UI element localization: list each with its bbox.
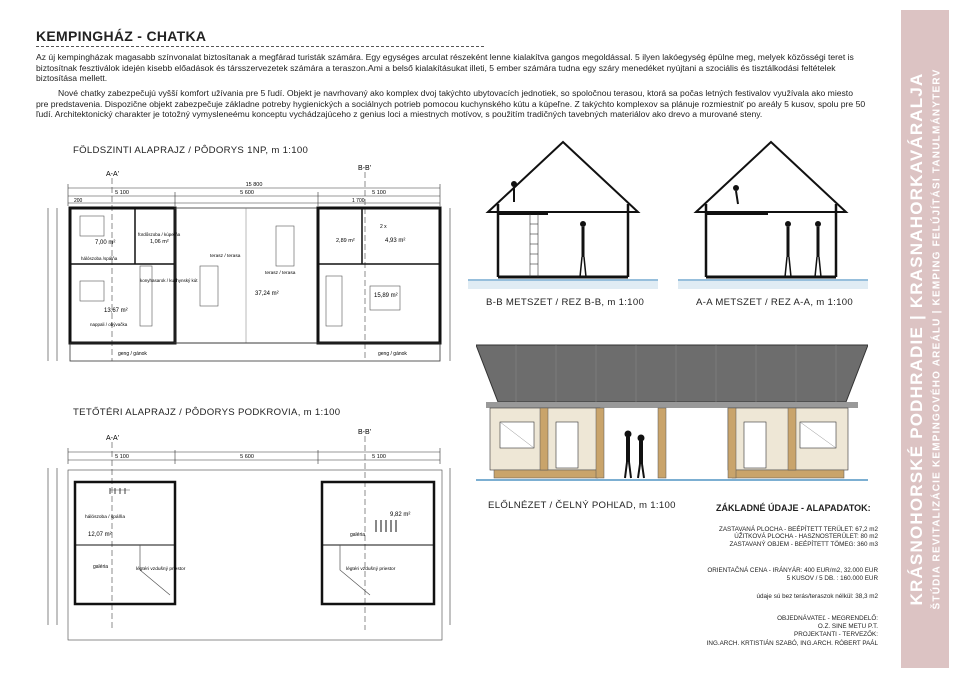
summary-heading: ZÁKLADNÉ ÚDAJE - ALAPADATOK: xyxy=(716,503,871,513)
attic-right-void: légtéri vzdušný priestor xyxy=(346,567,396,572)
room-bath-left-label: fürdőszoba / kúpeľňa xyxy=(138,232,181,237)
section-bb-drawing xyxy=(468,132,658,302)
attic-right-area: 9,82 m² xyxy=(390,512,411,518)
attic-dim-right: 5 100 xyxy=(372,454,386,460)
summary-client: O.Z. SINE METU P.T. xyxy=(817,623,878,630)
summary-designers: ING.ARCH. KRTISTIÁN SZABÓ, ING.ARCH. RÓBERT PAÁL xyxy=(706,640,878,647)
sidebar-location-title: KRÁSNOHORSKÉ PODHRADIE | KRASNAHORKAVÁRALJA xyxy=(907,72,926,606)
attic-plan-caption: TETŐTÉRI ALAPRAJZ / PÔDORYS PODKROVIA, m 1:100 xyxy=(73,407,341,418)
room-right-bath-area: 2,89 m² xyxy=(336,238,355,244)
room-left-area: 7,00 m² xyxy=(95,240,116,246)
room-bath-left-area: 1,06 m² xyxy=(150,239,169,245)
description-hungarian: Az új kempingházak magasabb színvonalat biztosítanak a megfárad turisták számára. Egy egységes arculat részeként lenne kialakítva gangos megoldással. 5 ilyen lakóegység épülne meg, melyek közösségi teret is biztosítnak fesztiválok idején kisebb előadások és társszervezetek számára a teraszon.Ami a belső kialakításukat illeti, 5 ember számára tudna egy száry menedéket nyújtani a szociális és tisztálkodási feltételek biztosítása mellett. xyxy=(36,52,854,84)
room-living-left-label: nappali / obývačka xyxy=(90,322,128,327)
summary-usable-area: ÚŽITKOVÁ PLOCHA - HASZNOSTERÜLET: 80 m2 xyxy=(734,533,878,540)
dim-total-text: 15 800 xyxy=(245,182,263,188)
page-title: KEMPINGHÁZ - CHATKA xyxy=(36,28,207,44)
dim-200-text: 200 xyxy=(74,198,83,204)
description-slovak: Nové chatky zabezpečujú vyšší komfort užívania pre 5 ľudí. Objekt je navrhovaný ako komplex dvoj takýchto ubytovacích jednotiek, so spoločnou terasou, ktorá sa počas letných festivalov využívala ako miesto pre predstavenia. Dispozične objekt zabezpečuje základne potreby hygienických a sociálnych potrieb pomocou kuchynského kútu a kúpeľne. Z takýchto komplexov sa plánuje rozmiestniť po areály 5 kusov, spolu pre 50 ľudí. Architektonický charakter je totožný vymysleneému konceptu vychádzajúceho z genius loci a miestnych motívov, s použitím tradičných tavebných materiálov ako drevo a murované steny. xyxy=(36,88,866,120)
room-kitchen-left-label: konyhasarok / kuchynský kút xyxy=(140,278,198,283)
dim-left-text: 5 100 xyxy=(115,190,129,196)
section-mark-a: A-A' xyxy=(106,171,120,178)
section-mark-b: B-B' xyxy=(358,165,372,172)
summary-volume: ZASTAVANÝ OBJEM - BEÉPÍTETT TÖMEG: 360 m3 xyxy=(729,541,878,548)
room-right-bed-area: 4,93 m² xyxy=(385,238,406,244)
section-bb-caption: B-B METSZET / REZ B-B, m 1:100 xyxy=(486,297,645,308)
room-right-bed-label: 2 x xyxy=(380,224,387,230)
gang-label-right: geng / gánok xyxy=(378,351,407,357)
dim-right-text: 5 100 xyxy=(372,190,386,196)
room-living-left-area: 13,67 m² xyxy=(104,308,128,314)
attic-floor-plan xyxy=(40,420,460,645)
summary-price-total: 5 KUSOV / 5 DB. : 160.000 EUR xyxy=(786,575,878,582)
terrace-label-left: terasz / terasa xyxy=(210,254,241,259)
attic-left-galeria: galéria xyxy=(93,564,109,570)
summary-built-area: ZASTAVANÁ PLOCHA - BEÉPÍTETT TERÜLET: 67,2 m2 xyxy=(719,526,878,533)
title-sidebar xyxy=(901,10,949,668)
attic-dim-mid: 5 600 xyxy=(240,454,254,460)
room-right-living-area: 15,89 m² xyxy=(374,293,398,299)
dim-mid-text: 5 600 xyxy=(240,190,254,196)
ground-floor-plan xyxy=(40,156,460,374)
dim-1700-text: 1 700 xyxy=(352,198,365,204)
elevation-caption: ELŐLNÉZET / ČELNÝ POHĽAD, m 1:100 xyxy=(488,500,676,511)
attic-left-void: légtéri vzdušný priestor xyxy=(136,567,186,572)
attic-dim-left: 5 100 xyxy=(115,454,129,460)
attic-section-mark-b: B-B' xyxy=(358,429,372,436)
gang-label-left: geng / gánok xyxy=(118,351,147,357)
attic-right-galeria: galéria xyxy=(350,532,366,538)
title-underline xyxy=(36,46,484,47)
attic-left-area: 12,07 m² xyxy=(88,532,112,538)
summary-client-label: OBJEDNÁVATEĽ - MEGRENDELŐ: xyxy=(777,615,878,622)
summary-terrace-note: údaje sú bez terás/teraszok nélkül: 38,3 m2 xyxy=(756,593,878,600)
attic-left-sleep-label: hálószoba / spálňa xyxy=(85,515,126,520)
room-sleep-left-label: hálószoba /spálňa xyxy=(81,256,118,261)
sidebar-study-title: ŠTÚDIA REVITALIZÁCIE KEMPINGOVÉHO AREÁLU | KEMPING FELÚJÍTÁSI TANULMÁNYTERV xyxy=(931,68,943,610)
section-aa-drawing xyxy=(678,132,868,302)
terrace-area: 37,24 m² xyxy=(255,291,279,297)
summary-price: ORIENTAČNÁ CENA - IRÁNYÁR: 400 EUR/m2, 32.000 EUR xyxy=(707,567,878,574)
attic-section-mark-a: A-A' xyxy=(106,435,120,442)
ground-floor-caption: FÖLDSZINTI ALAPRAJZ / PÔDORYS 1NP, m 1:100 xyxy=(73,145,309,156)
terrace-label-right: terasz / terasa xyxy=(265,271,296,276)
summary-designers-label: PROJEKTANTI - TERVEZŐK: xyxy=(794,631,878,638)
section-aa-caption: A-A METSZET / REZ A-A, m 1:100 xyxy=(696,297,854,308)
front-elevation-drawing xyxy=(476,340,868,490)
